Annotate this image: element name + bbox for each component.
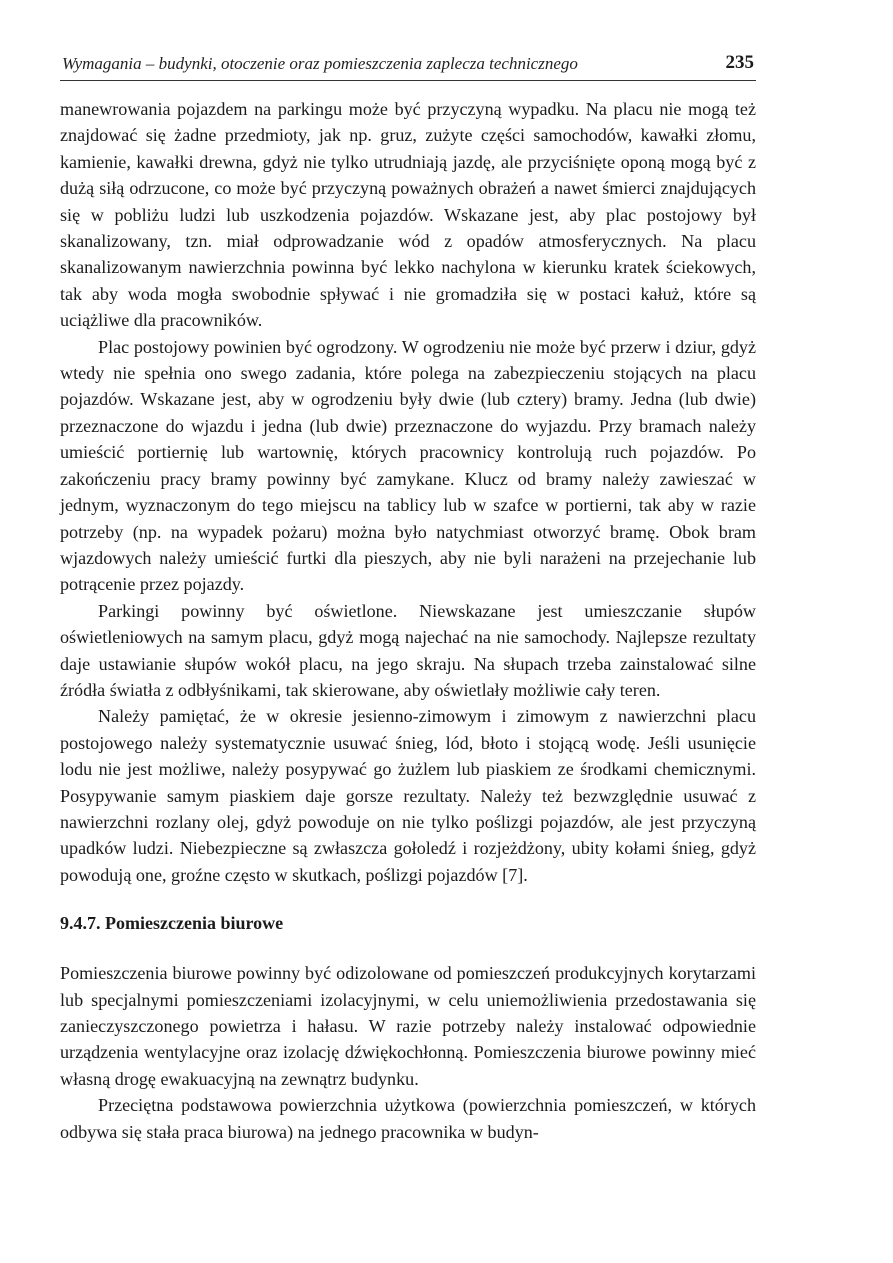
paragraph: Plac postojowy powinien być ogrodzony. W ogrodzeniu nie może być przerw i dziur, gdyż wtedy nie spełnia ono swego zadania, które polega na zabezpieczeniu stojących na placu pojazdów. Wskazane jest, aby w ogrodzeniu były dwie (lub cztery) bramy. Jedna (lub dwie) przeznaczone do wjazdu i jedna (lub dwie) przeznaczone do wyjazdu. Przy bramach należy umieścić portiernię lub wartownię, których pracownicy kontrolują ruch pojazdów. Po zakończeniu pracy bramy powinny być zamykane. Klucz od bramy należy zawieszać w jednym, wyznaczonym do tego miejscu na tablicy lub w szafce w portierni, tak aby w razie potrzeby (np. na wypadek pożaru) można było natychmiast otworzyć bramę. Obok bram wjazdowych należy umieścić furtki dla pieszych, aby nie byli narażeni na przejechanie lub potrącenie przez pojazdy. <box>60 336 756 595</box>
paragraph: manewrowania pojazdem na parkingu może być przyczyną wypadku. Na placu nie mogą też znajdować się żadne przedmioty, jak np. gruz, zużyte części samochodów, kawałki złomu, kamienie, kawałki drewna, gdyż nie tylko utrudniają jazdę, ale przyciśnięte oponą mogą być z dużą siłą odrzucone, co może być przyczyną poważnych obrażeń a nawet śmierci znajdujących się w pobliżu ludzi lub uszkodzenia pojazdów. Wskazane jest, aby plac postojowy był skanalizowany, tzn. miał odprowadzanie wód z opadów atmosferycznych. Na placu skanalizowanym nawierzchnia powinna być lekko nachylona w kierunku kratek ściekowych, tak aby woda mogła swobodnie spływać i nie gromadziła się w postaci kałuż, które są uciążliwe dla pracowników. <box>60 99 756 331</box>
paragraph: Pomieszczenia biurowe powinny być odizolowane od pomieszczeń produkcyjnych korytarzami lub specjalnymi pomieszczeniami izolacyjnymi, w celu uniemożliwienia przedostawania się zanieczyszczonego powietrza i hałasu. W razie potrzeby należy instalować odpowiednie urządzenia wentylacyjne oraz izolację dźwiękochłonną. Pomieszczenia biurowe powinny mieć własną drogę ewakuacyjną na zewnątrz budynku. <box>60 963 756 1089</box>
page-header <box>60 52 756 81</box>
section-heading: 9.4.7. Pomieszczenia biurowe <box>60 913 284 934</box>
paragraph: Przeciętna podstawowa powierzchnia użytkowa (powierzchnia pomieszczeń, w których odbywa się stała praca biurowa) na jednego pracownika w budyn- <box>60 1095 756 1142</box>
page-body <box>60 96 756 1145</box>
paragraph: Parkingi powinny być oświetlone. Niewskazane jest umieszczanie słupów oświetleniowych na samym placu, gdyż mogą najechać na nie samochody. Najlepsze rezultaty daje ustawianie słupów wokół placu, na jego skraju. Na słupach trzeba zainstalować silne źródła światła z odbłyśnikami, tak skierowane, aby oświetlały możliwie cały teren. <box>60 600 756 700</box>
running-title: Wymagania – budynki, otoczenie oraz pomieszczenia zaplecza technicznego <box>62 54 578 73</box>
paragraph: Należy pamiętać, że w okresie jesienno-zimowym i zimowym z nawierzchni placu postojowego należy systematycznie usuwać śnieg, lód, błoto i stojącą wodę. Jeśli usunięcie lodu nie jest możliwe, należy posypywać go żużlem lub piaskiem ze środkami chemicznymi. Posypywanie samym piaskiem daje gorsze rezultaty. Należy też bezwzględnie usuwać z nawierzchni rozlany olej, gdyż powoduje on nie tylko poślizgi pojazdów, ale jest przyczyną upadków ludzi. Niebezpieczne są zwłaszcza gołoledź i rozjeżdżony, ubity kołami śnieg, gdyż powodują one, groźne często w skutkach, poślizgi pojazdów [7]. <box>60 706 756 885</box>
page-number: 235 <box>725 52 754 73</box>
